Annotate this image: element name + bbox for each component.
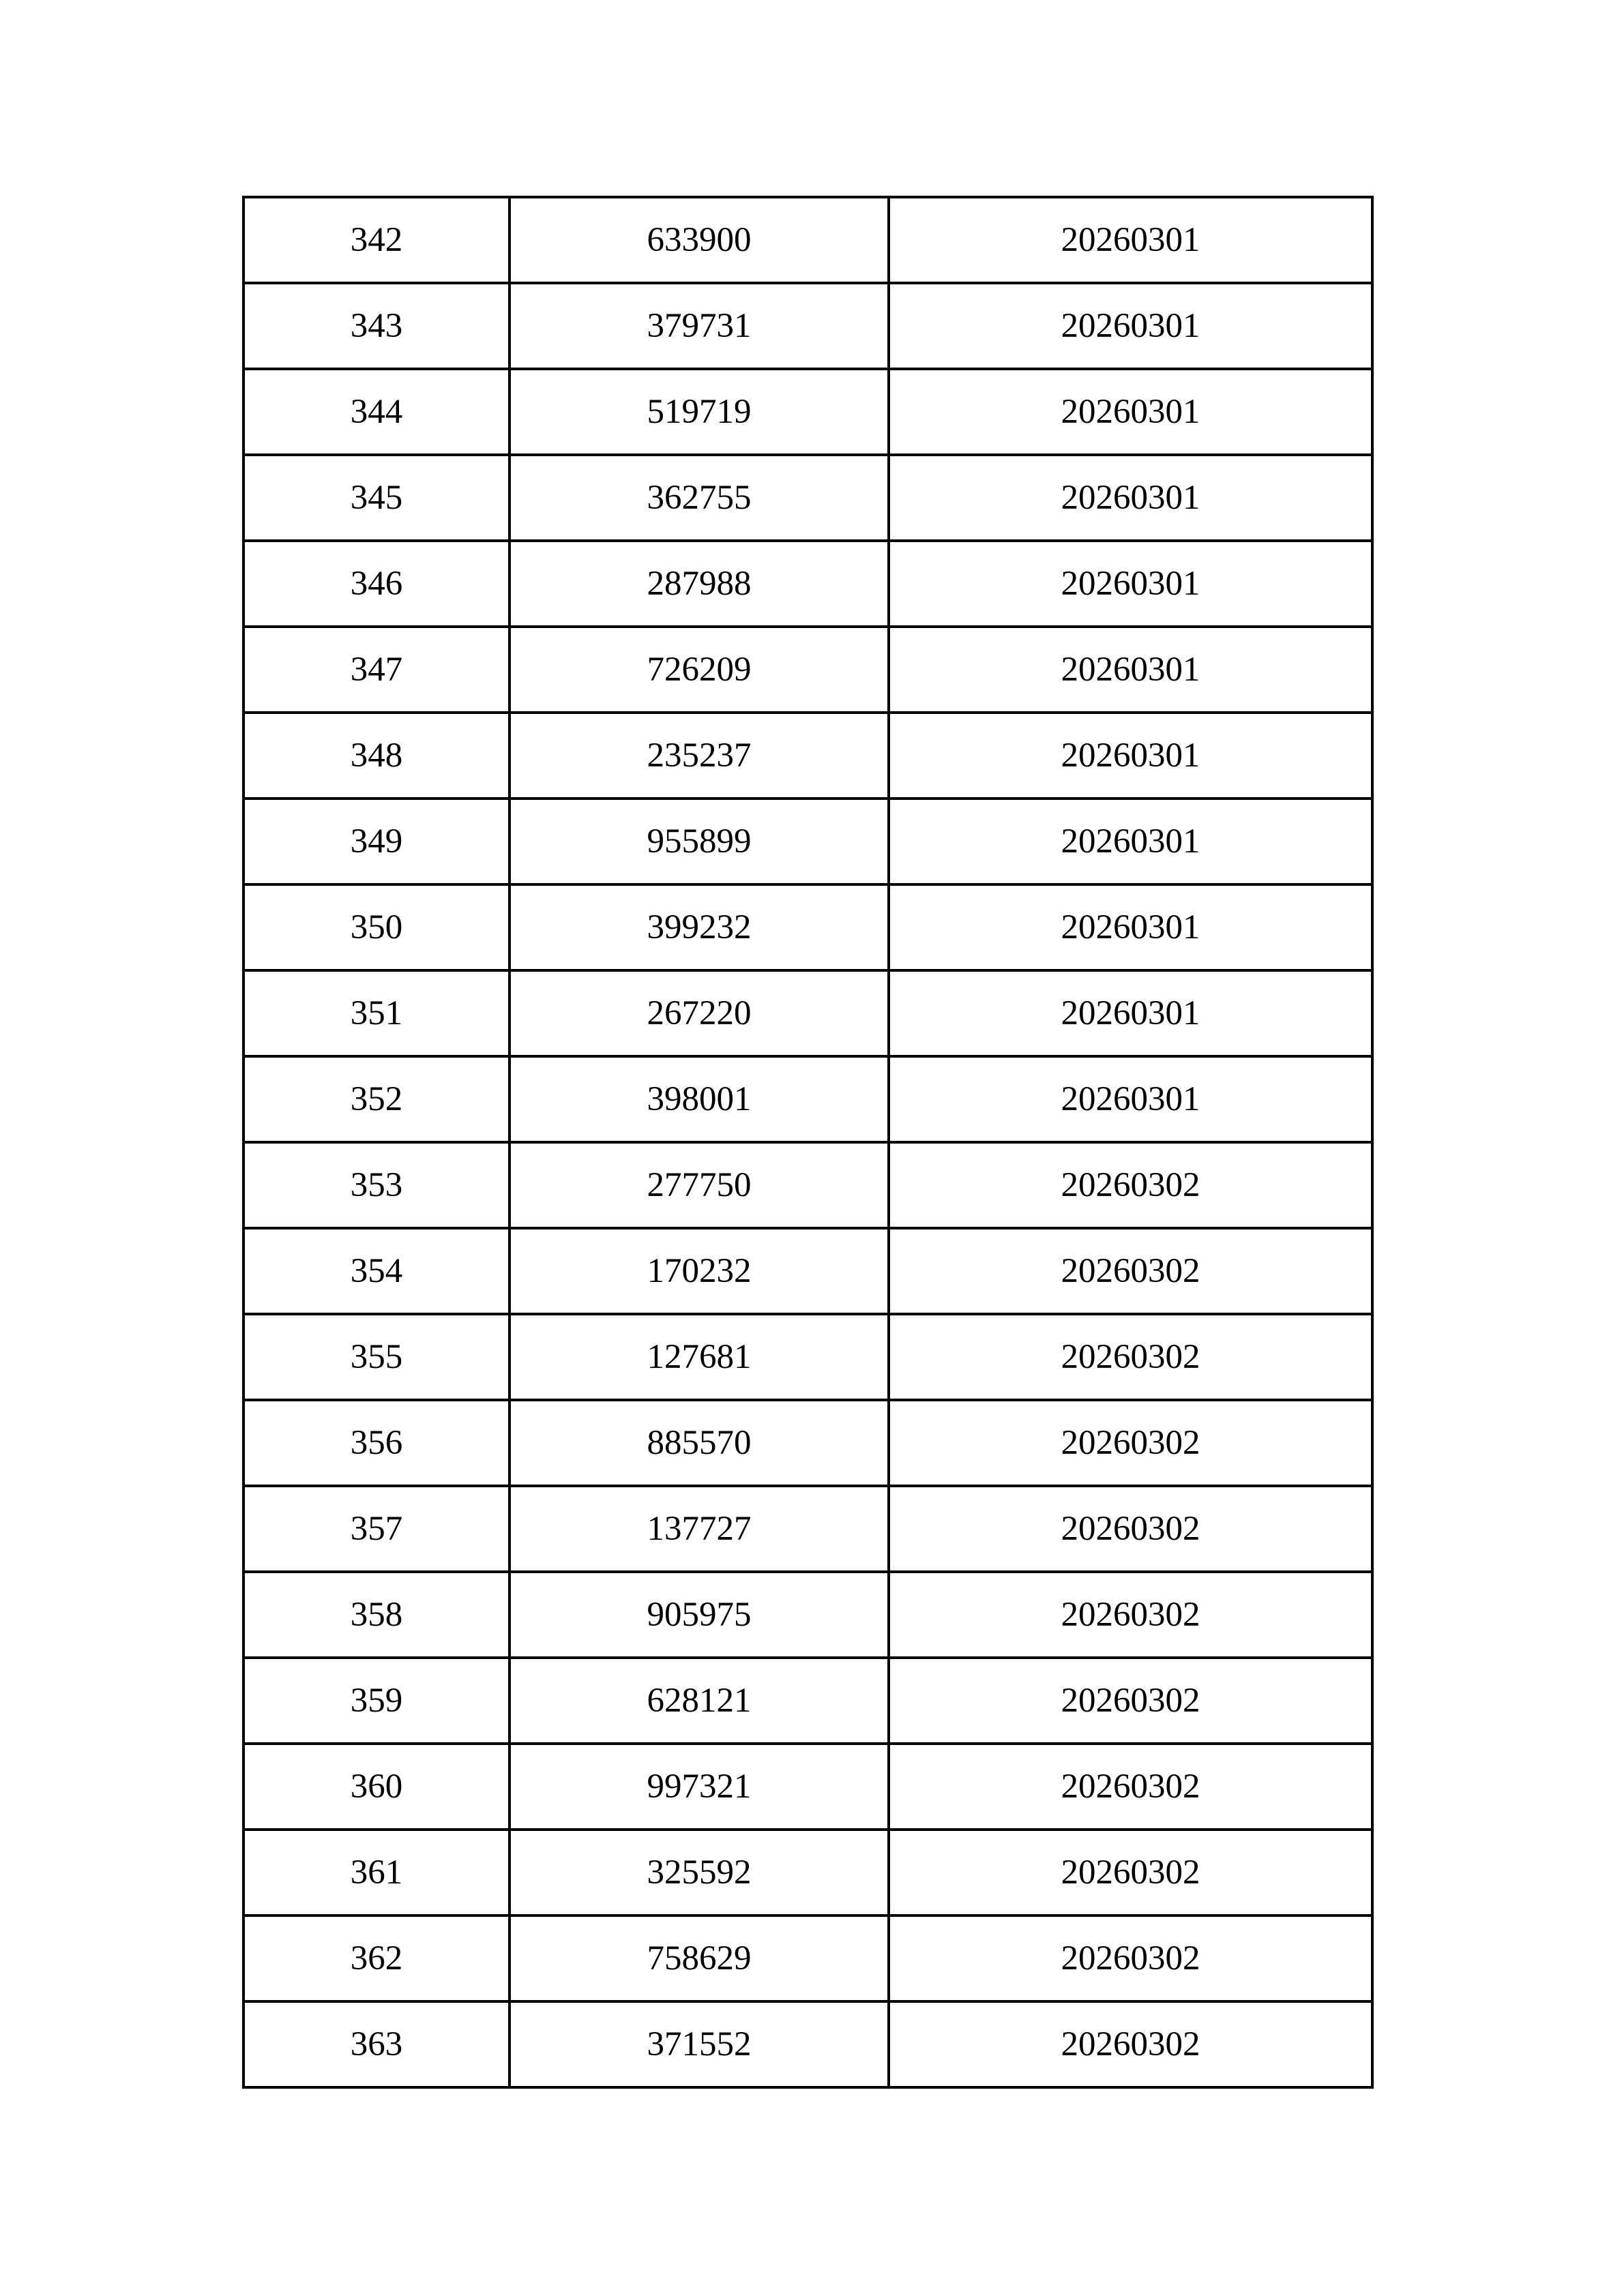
table-cell-index: 345 bbox=[243, 455, 510, 541]
table-cell-value: 398001 bbox=[510, 1056, 889, 1142]
table-cell-value: 519719 bbox=[510, 369, 889, 455]
table-cell-index: 356 bbox=[243, 1400, 510, 1486]
table-row bbox=[243, 1400, 1372, 1486]
table-row bbox=[243, 2001, 1372, 2087]
table-cell-date: 20260302 bbox=[889, 1744, 1372, 1830]
table-cell-index: 359 bbox=[243, 1658, 510, 1744]
table-cell-index: 363 bbox=[243, 2001, 510, 2087]
table-row bbox=[243, 713, 1372, 799]
table-cell-value: 758629 bbox=[510, 1915, 889, 2001]
table-cell-index: 342 bbox=[243, 197, 510, 283]
table-cell-date: 20260302 bbox=[889, 2001, 1372, 2087]
table-cell-date: 20260302 bbox=[889, 1314, 1372, 1400]
table-cell-value: 885570 bbox=[510, 1400, 889, 1486]
table-cell-date: 20260301 bbox=[889, 369, 1372, 455]
table-cell-value: 955899 bbox=[510, 799, 889, 884]
table-cell-value: 371552 bbox=[510, 2001, 889, 2087]
table-row bbox=[243, 541, 1372, 627]
table-cell-date: 20260302 bbox=[889, 1228, 1372, 1314]
table-cell-index: 343 bbox=[243, 283, 510, 369]
table-cell-index: 349 bbox=[243, 799, 510, 884]
table-row bbox=[243, 1744, 1372, 1830]
table-cell-index: 354 bbox=[243, 1228, 510, 1314]
table-cell-index: 352 bbox=[243, 1056, 510, 1142]
table-cell-date: 20260301 bbox=[889, 1056, 1372, 1142]
table-cell-index: 355 bbox=[243, 1314, 510, 1400]
table-row bbox=[243, 970, 1372, 1056]
table-cell-value: 325592 bbox=[510, 1830, 889, 1915]
table-row bbox=[243, 1572, 1372, 1658]
table-cell-date: 20260302 bbox=[889, 1572, 1372, 1658]
table-cell-index: 362 bbox=[243, 1915, 510, 2001]
table-row bbox=[243, 1830, 1372, 1915]
table-cell-index: 357 bbox=[243, 1486, 510, 1572]
table-row bbox=[243, 799, 1372, 884]
table-cell-index: 344 bbox=[243, 369, 510, 455]
data-table bbox=[242, 196, 1374, 2089]
table-cell-index: 348 bbox=[243, 713, 510, 799]
table-cell-value: 277750 bbox=[510, 1142, 889, 1228]
table-cell-value: 628121 bbox=[510, 1658, 889, 1744]
table-row bbox=[243, 1915, 1372, 2001]
table-cell-date: 20260302 bbox=[889, 1915, 1372, 2001]
table-cell-value: 726209 bbox=[510, 627, 889, 713]
table-row bbox=[243, 1142, 1372, 1228]
table-cell-value: 362755 bbox=[510, 455, 889, 541]
table-cell-value: 287988 bbox=[510, 541, 889, 627]
table-cell-index: 346 bbox=[243, 541, 510, 627]
table-cell-index: 351 bbox=[243, 970, 510, 1056]
table-cell-index: 360 bbox=[243, 1744, 510, 1830]
table-row bbox=[243, 283, 1372, 369]
table-body bbox=[243, 197, 1372, 2087]
table-cell-date: 20260301 bbox=[889, 541, 1372, 627]
table-cell-value: 267220 bbox=[510, 970, 889, 1056]
table-row bbox=[243, 197, 1372, 283]
table-cell-date: 20260302 bbox=[889, 1830, 1372, 1915]
table-row bbox=[243, 1228, 1372, 1314]
table-row bbox=[243, 884, 1372, 970]
table-row bbox=[243, 1658, 1372, 1744]
table-row bbox=[243, 1056, 1372, 1142]
table-cell-date: 20260301 bbox=[889, 713, 1372, 799]
table-cell-date: 20260301 bbox=[889, 283, 1372, 369]
table-cell-date: 20260301 bbox=[889, 627, 1372, 713]
table-row bbox=[243, 455, 1372, 541]
table-row bbox=[243, 369, 1372, 455]
table-cell-date: 20260301 bbox=[889, 799, 1372, 884]
table-cell-date: 20260302 bbox=[889, 1658, 1372, 1744]
table-cell-date: 20260301 bbox=[889, 884, 1372, 970]
table-row bbox=[243, 1314, 1372, 1400]
table-cell-value: 127681 bbox=[510, 1314, 889, 1400]
table-cell-date: 20260301 bbox=[889, 197, 1372, 283]
table-cell-value: 170232 bbox=[510, 1228, 889, 1314]
table-cell-index: 358 bbox=[243, 1572, 510, 1658]
table-cell-value: 399232 bbox=[510, 884, 889, 970]
table-cell-date: 20260302 bbox=[889, 1486, 1372, 1572]
table-cell-date: 20260301 bbox=[889, 970, 1372, 1056]
table-cell-date: 20260301 bbox=[889, 455, 1372, 541]
table-cell-date: 20260302 bbox=[889, 1400, 1372, 1486]
table-cell-date: 20260302 bbox=[889, 1142, 1372, 1228]
table-row bbox=[243, 1486, 1372, 1572]
table-cell-index: 347 bbox=[243, 627, 510, 713]
table-cell-value: 997321 bbox=[510, 1744, 889, 1830]
table-cell-value: 137727 bbox=[510, 1486, 889, 1572]
table-cell-value: 235237 bbox=[510, 713, 889, 799]
table-row bbox=[243, 627, 1372, 713]
table-cell-index: 361 bbox=[243, 1830, 510, 1915]
table-cell-value: 905975 bbox=[510, 1572, 889, 1658]
table-cell-value: 379731 bbox=[510, 283, 889, 369]
table-cell-value: 633900 bbox=[510, 197, 889, 283]
table-cell-index: 350 bbox=[243, 884, 510, 970]
table-cell-index: 353 bbox=[243, 1142, 510, 1228]
